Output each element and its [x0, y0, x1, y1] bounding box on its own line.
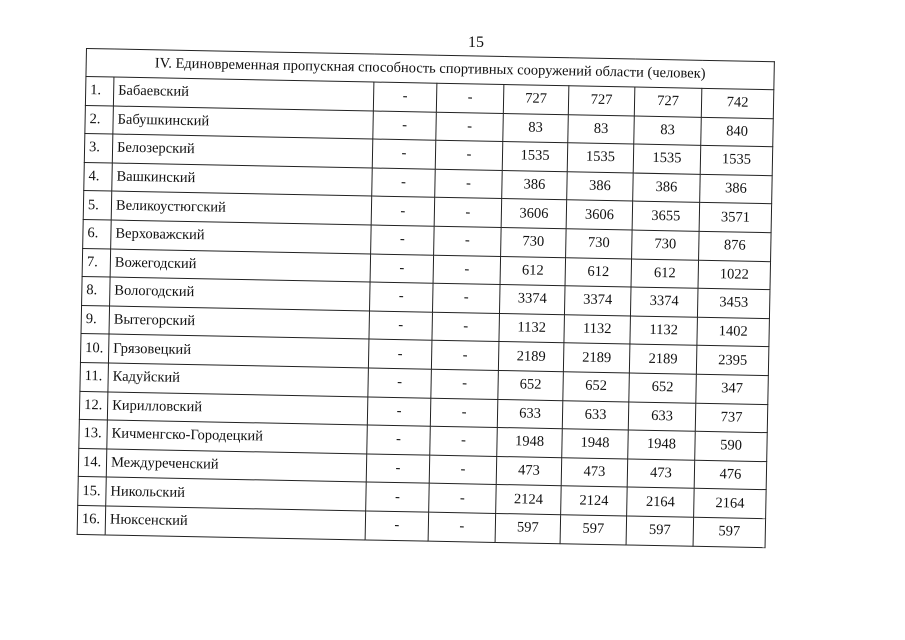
value-col-6: 2164 — [694, 489, 767, 519]
table-body — [77, 77, 774, 548]
row-number: 15. — [78, 477, 107, 506]
value-col-1: - — [371, 196, 435, 226]
value-col-6: 590 — [695, 431, 768, 461]
value-col-3: 652 — [498, 370, 564, 400]
row-number: 8. — [82, 277, 111, 306]
value-col-2: - — [434, 226, 502, 256]
value-col-2: - — [436, 83, 504, 113]
scanned-sheet — [77, 48, 774, 548]
district-name: Междуреченский — [106, 449, 367, 483]
row-number: 11. — [80, 362, 109, 391]
capacity-table — [77, 48, 775, 548]
value-col-4: 1535 — [567, 143, 634, 173]
value-col-1: - — [366, 482, 430, 512]
district-name: Вологодский — [110, 277, 371, 311]
row-number: 4. — [84, 162, 113, 191]
value-col-5: 652 — [629, 373, 697, 403]
value-col-4: 1948 — [562, 429, 629, 459]
district-name: Бабушкинский — [113, 106, 374, 140]
district-name: Грязовецкий — [108, 334, 369, 368]
row-number: 1. — [85, 77, 114, 106]
value-col-6: 386 — [700, 174, 773, 204]
district-name: Никольский — [106, 477, 367, 511]
district-name: Вытегорский — [109, 306, 370, 340]
value-col-2: - — [434, 198, 502, 228]
value-col-5: 597 — [626, 516, 694, 546]
value-col-1: - — [370, 282, 434, 312]
value-col-1: - — [371, 225, 435, 255]
value-col-1: - — [372, 168, 436, 198]
section-title: IV. Единовременная пропускная способность спортивных сооружений области (человек) — [86, 49, 774, 90]
value-col-4: 2189 — [563, 343, 630, 373]
value-col-2: - — [431, 369, 499, 399]
value-col-2: - — [429, 455, 497, 485]
value-col-5: 727 — [634, 87, 702, 117]
value-col-1: - — [365, 511, 429, 541]
value-col-1: - — [366, 454, 430, 484]
value-col-4: 2124 — [561, 486, 628, 516]
value-col-6: 840 — [701, 117, 774, 147]
value-col-3: 3374 — [499, 285, 565, 315]
district-name: Кирилловский — [107, 392, 368, 426]
value-col-2: - — [430, 398, 498, 428]
district-name: Кичменгско-Городецкий — [107, 420, 368, 454]
row-number: 5. — [83, 191, 112, 220]
value-col-4: 83 — [568, 114, 635, 144]
district-name: Великоустюгский — [111, 191, 372, 225]
district-name: Нюксенский — [105, 506, 366, 540]
row-number: 7. — [82, 248, 111, 277]
value-col-6: 737 — [695, 403, 768, 433]
value-col-3: 612 — [500, 256, 566, 286]
value-col-3: 473 — [496, 456, 562, 486]
value-col-1: - — [372, 139, 436, 169]
value-col-4: 3606 — [566, 200, 633, 230]
value-col-3: 730 — [501, 227, 567, 257]
value-col-1: - — [373, 111, 437, 141]
value-col-5: 386 — [633, 173, 701, 203]
value-col-6: 476 — [694, 460, 767, 490]
value-col-4: 730 — [566, 229, 633, 259]
value-col-4: 1132 — [564, 314, 631, 344]
value-col-1: - — [369, 311, 433, 341]
value-col-3: 727 — [503, 85, 569, 115]
value-col-2: - — [430, 426, 498, 456]
value-col-2: - — [432, 283, 500, 313]
value-col-6: 347 — [696, 374, 769, 404]
value-col-5: 612 — [631, 259, 699, 289]
value-col-1: - — [368, 339, 432, 369]
value-col-6: 1402 — [697, 317, 770, 347]
value-col-2: - — [436, 112, 504, 142]
row-number: 6. — [83, 219, 112, 248]
value-col-1: - — [367, 397, 431, 427]
value-col-6: 597 — [693, 517, 766, 547]
value-col-4: 727 — [568, 86, 635, 116]
page-number: 15 — [468, 34, 484, 51]
value-col-2: - — [433, 255, 501, 285]
value-col-1: - — [373, 82, 437, 112]
district-name: Бабаевский — [113, 77, 374, 111]
value-col-6: 742 — [701, 88, 774, 118]
value-col-2: - — [435, 140, 503, 170]
district-name: Кадуйский — [108, 363, 369, 397]
value-col-5: 633 — [628, 402, 696, 432]
row-number: 16. — [77, 505, 106, 534]
row-number: 12. — [79, 391, 108, 420]
value-col-5: 2164 — [627, 487, 695, 517]
value-col-2: - — [435, 169, 503, 199]
row-number: 13. — [79, 420, 108, 449]
value-col-2: - — [429, 483, 497, 513]
value-col-4: 473 — [561, 457, 628, 487]
district-name: Белозерский — [112, 134, 373, 168]
value-col-4: 386 — [567, 172, 634, 202]
district-name: Вожегодский — [110, 249, 371, 283]
value-col-3: 1132 — [499, 313, 565, 343]
value-col-3: 1948 — [497, 428, 563, 458]
value-col-4: 597 — [560, 515, 627, 545]
value-col-5: 1948 — [628, 430, 696, 460]
value-col-6: 3453 — [697, 288, 770, 318]
value-col-5: 1535 — [633, 144, 701, 174]
value-col-2: - — [428, 512, 496, 542]
value-col-4: 652 — [563, 372, 630, 402]
value-col-3: 3606 — [501, 199, 567, 229]
value-col-6: 3571 — [699, 203, 772, 233]
district-name: Вашкинский — [112, 163, 373, 197]
row-number: 9. — [81, 305, 110, 334]
value-col-4: 633 — [562, 400, 629, 430]
value-col-5: 730 — [632, 230, 700, 260]
value-col-6: 1022 — [698, 260, 771, 290]
value-col-5: 83 — [634, 116, 702, 146]
row-number: 14. — [78, 448, 107, 477]
value-col-3: 633 — [497, 399, 563, 429]
value-col-1: - — [370, 254, 434, 284]
value-col-1: - — [368, 368, 432, 398]
value-col-3: 1535 — [502, 142, 568, 172]
value-col-5: 2189 — [629, 344, 697, 374]
value-col-6: 876 — [699, 231, 772, 261]
value-col-3: 83 — [503, 113, 569, 143]
district-name: Верховажский — [111, 220, 372, 254]
value-col-1: - — [367, 425, 431, 455]
value-col-4: 612 — [565, 257, 632, 287]
value-col-5: 3655 — [632, 201, 700, 231]
row-number: 2. — [85, 105, 114, 134]
value-col-4: 3374 — [564, 286, 631, 316]
value-col-2: - — [432, 312, 500, 342]
value-col-6: 2395 — [696, 346, 769, 376]
value-col-6: 1535 — [700, 146, 773, 176]
value-col-5: 473 — [627, 459, 695, 489]
value-col-3: 2124 — [496, 485, 562, 515]
value-col-3: 597 — [495, 513, 561, 543]
row-number: 3. — [84, 134, 113, 163]
value-col-2: - — [431, 341, 499, 371]
row-number: 10. — [80, 334, 109, 363]
value-col-5: 3374 — [630, 287, 698, 317]
value-col-3: 386 — [502, 170, 568, 200]
value-col-3: 2189 — [498, 342, 564, 372]
value-col-5: 1132 — [630, 316, 698, 346]
